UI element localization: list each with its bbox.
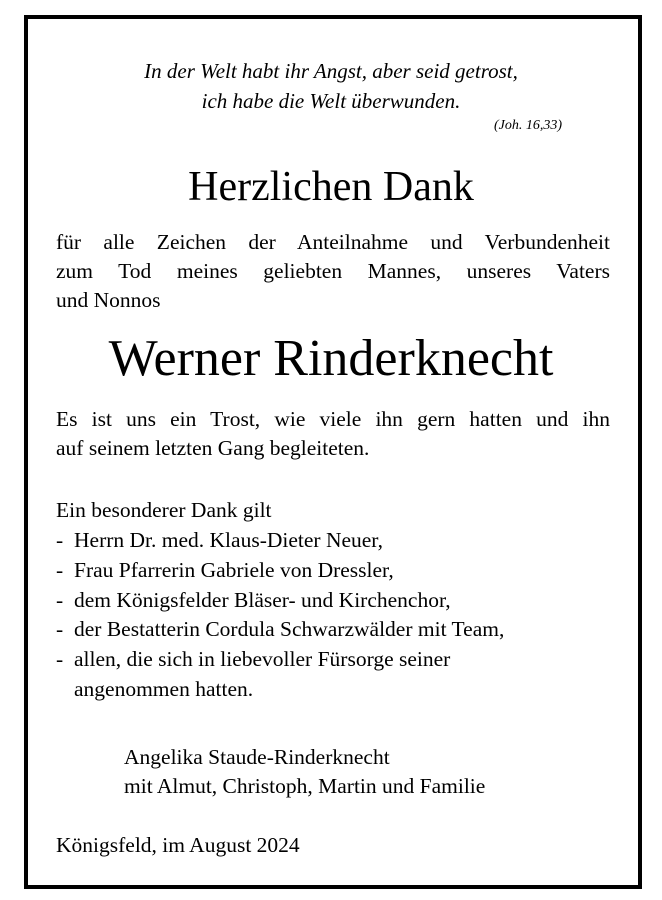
list-item: - Frau Pfarrerin Gabriele von Dressler, bbox=[56, 556, 616, 586]
verse-source: (Joh. 16,33) bbox=[494, 118, 563, 133]
special-thanks-heading: Ein besonderer Dank gilt bbox=[56, 498, 272, 522]
deceased-name: Werner Rinderknecht bbox=[108, 330, 554, 387]
signature-line-2: mit Almut, Christoph, Martin und Familie bbox=[124, 774, 486, 798]
intro-line-3: und Nonnos bbox=[56, 288, 161, 312]
comfort-line-1: Es ist uns ein Trost, wie viele ihn gern hatten und ihn bbox=[56, 407, 610, 431]
list-item: - dem Königsfelder Bläser- und Kirchenchor, bbox=[56, 586, 616, 616]
comfort-line-2: auf seinem letzten Gang begleiteten. bbox=[56, 436, 370, 460]
verse-line-1: In der Welt habt ihr Angst, aber seid getrost, bbox=[144, 59, 518, 83]
dash-marker: - bbox=[56, 617, 64, 642]
special-thanks-list bbox=[56, 526, 616, 705]
list-item-continuation: angenommen hatten. bbox=[74, 676, 254, 701]
intro-line-2: zum Tod meines geliebten Mannes, unseres Vaters bbox=[56, 259, 610, 283]
intro-line-1: für alle Zeichen der Anteilnahme und Verbundenheit bbox=[56, 230, 610, 254]
dash-marker: - bbox=[56, 587, 64, 612]
verse-line-2: ich habe die Welt überwunden. bbox=[201, 89, 461, 113]
place-date: Königsfeld, im August 2024 bbox=[56, 833, 300, 857]
list-item: - Herrn Dr. med. Klaus-Dieter Neuer, bbox=[56, 526, 616, 556]
dash-marker: - bbox=[56, 528, 64, 552]
dash-marker: - bbox=[56, 647, 64, 672]
list-item: - allen, die sich in liebevoller Fürsorge seiner angenommen hatten. bbox=[56, 647, 451, 701]
intro-text bbox=[56, 228, 610, 315]
comfort-text bbox=[56, 405, 610, 463]
thanks-heading: Herzlichen Dank bbox=[188, 164, 474, 210]
signature-line-1: Angelika Staude-Rinderknecht bbox=[124, 745, 390, 769]
dash-marker: - bbox=[56, 557, 64, 582]
list-item: - der Bestatterin Cordula Schwarzwälder mit Team, bbox=[56, 615, 616, 645]
